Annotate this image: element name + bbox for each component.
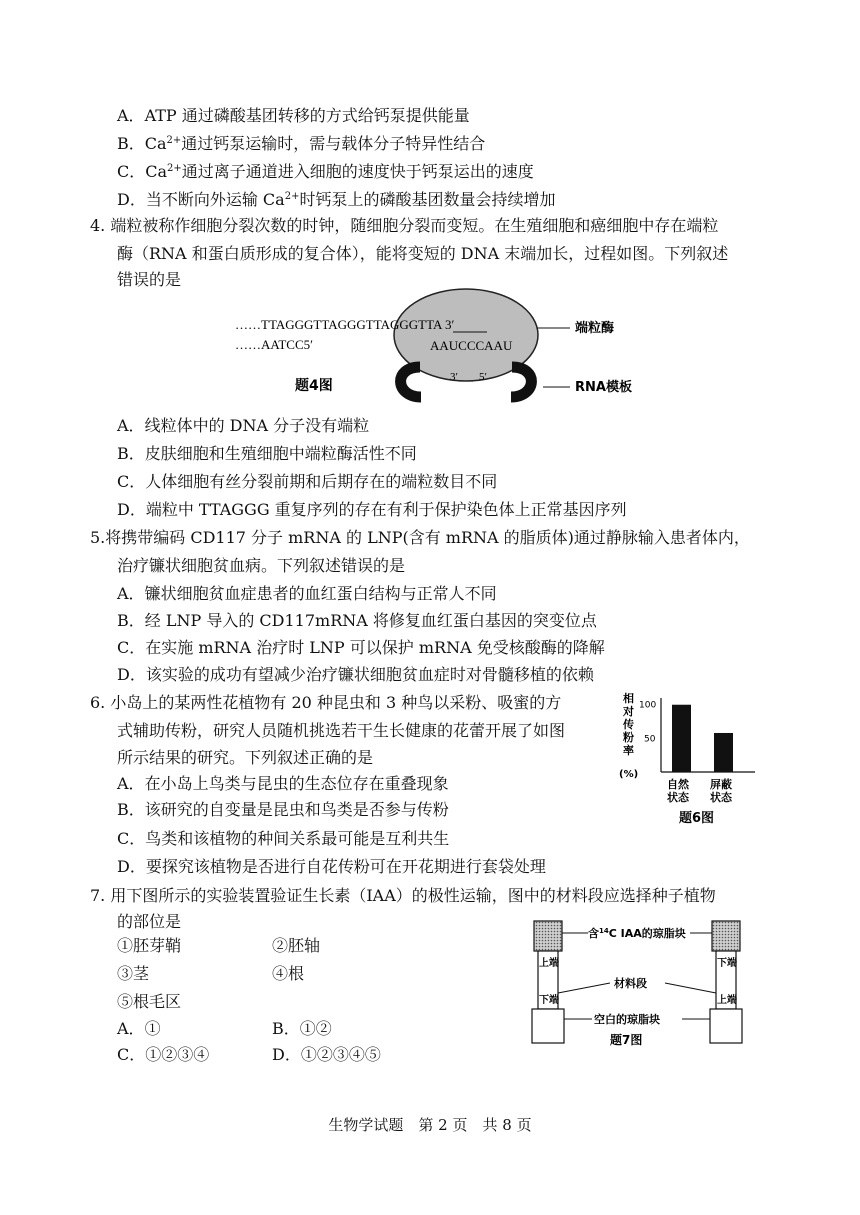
label-material-segment: 材料段 (614, 977, 647, 990)
q6-stem-line-2: 式辅助传粉，研究人员随机挑选若干生长健康的花蕾开展了如图 (117, 721, 566, 740)
q7-part-4: ④根 (272, 964, 305, 983)
q6-option-b: B．该研究的自变量是昆虫和鸟类是否参与传粉 (117, 800, 449, 819)
q4-option-b: B．皮肤细胞和生殖细胞中端粒酶活性不同 (117, 444, 417, 463)
q4-stem-line-2: 酶（RNA 和蛋白质形成的复合体），能将变短的 DNA 末端加长，过程如图。下列叙述 (117, 244, 729, 263)
category-shielded-line2: 状态 (710, 791, 732, 804)
ylabel-char-2: 对 (623, 705, 634, 718)
right-top-end: 下端 (717, 958, 737, 969)
dna-strand-bottom: ……AATCC5′ (235, 337, 313, 352)
ylabel-char-4: 粉 (623, 731, 634, 744)
q7-option-c: C．①②③④ (117, 1045, 210, 1064)
category-natural-line2: 状态 (667, 791, 689, 804)
label-telomerase: 端粒酶 (575, 321, 615, 336)
left-iaa-agar-block (534, 921, 562, 951)
left-top-end: 上端 (539, 958, 559, 969)
q5-option-b: B．经 LNP 导入的 CD117mRNA 将修复血红蛋白基因的突变位点 (117, 611, 597, 630)
ytick-50: 50 (644, 734, 656, 745)
q5-option-d: D．该实验的成功有望减少治疗镰状细胞贫血症时对骨髓移植的依赖 (117, 665, 594, 684)
q7-part-2: ②胚轴 (272, 936, 321, 955)
figure-6-chart (615, 692, 765, 832)
q4-option-d: D．端粒中 TTAGGG 重复序列的存在有利于保护染色体上正常基因序列 (117, 500, 627, 519)
category-shielded-line1: 屏蔽 (710, 778, 732, 791)
q5-stem-line-1: 5.将携带编码 CD117 分子 mRNA 的 LNP(含有 mRNA 的脂质体)通过静脉输入患者体内， (90, 528, 750, 547)
q7-part-3: ③茎 (117, 964, 150, 983)
end-3-label: 3′ (450, 371, 458, 383)
q6-option-d: D．要探究该植物是否进行自花传粉可在开花期进行套袋处理 (117, 857, 546, 876)
left-bottom-end: 下端 (539, 995, 559, 1006)
figure-4-caption: 题4图 (295, 378, 333, 394)
q3-option-d: D．当不断向外运输 $Ca^{2+}$时钙泵上的磷酸基团数量会持续增加 (117, 190, 556, 209)
label-rna-template: RNA模板 (575, 380, 632, 395)
q6-stem-line-1: 6. 小岛上的某两性花植物有 20 种昆虫和 3 种鸟以采粉、吸蜜的方 (90, 693, 562, 712)
q4-stem-line-3: 错误的是 (117, 270, 182, 289)
dna-strand-top: ……TTAGGGTTAGGGTTAGGGTTA 3′ (235, 317, 455, 332)
ylabel-char-1: 相 (623, 692, 634, 705)
figure-6-caption: 题6图 (679, 811, 715, 826)
telomerase-figure (225, 285, 645, 405)
right-bottom-end: 上端 (717, 995, 737, 1006)
q3-option-a: A．ATP 通过磷酸基团转移的方式给钙泵提供能量 (117, 106, 470, 125)
figure-7-apparatus (520, 915, 760, 1050)
ylabel-unit: (%) (619, 769, 639, 780)
right-iaa-agar-block (712, 921, 740, 951)
left-blank-agar-block (532, 1009, 564, 1043)
rna-sequence: AAUCCCAAU (430, 338, 513, 353)
q6-stem-line-3: 所示结果的研究。下列叙述正确的是 (117, 748, 374, 767)
figure-7-caption: 题7图 (610, 1033, 643, 1047)
ytick-100: 100 (639, 700, 657, 711)
right-blank-agar-block (710, 1009, 742, 1043)
q3-option-c: C．$Ca^{2+}$通过离子通道进入细胞的速度快于钙泵运出的速度 (117, 162, 534, 181)
q7-stem-line-1: 7. 用下图所示的实验装置验证生长素（IAA）的极性运输，图中的材料段应选择种子植物 (90, 886, 716, 905)
ylabel-char-3: 传 (623, 718, 634, 731)
q6-option-c: C．鸟类和该植物的种间关系最可能是互利共生 (117, 829, 450, 848)
q5-stem-line-2: 治疗镰状细胞贫血病。下列叙述错误的是 (117, 556, 406, 575)
q5-option-a: A．镰状细胞贫血症患者的血红蛋白结构与正常人不同 (117, 584, 497, 603)
q4-stem-line-1: 4. 端粒被称作细胞分裂次数的时钟，随细胞分裂而变短。在生殖细胞和癌细胞中存在端粒 (90, 216, 719, 235)
q5-option-c: C．在实施 mRNA 治疗时 LNP 可以保护 mRNA 免受核酸酶的降解 (117, 638, 605, 657)
rna-template-left-arc (401, 367, 421, 397)
label-iaa-agar: 含$^{14}$C IAA的琼脂块 (588, 927, 686, 940)
q4-option-a: A．线粒体中的 DNA 分子没有端粒 (117, 416, 370, 435)
label-blank-agar: 空白的琼脂块 (594, 1013, 660, 1026)
q7-option-a: A．① (117, 1019, 161, 1038)
q7-part-5: ⑤根毛区 (117, 992, 182, 1011)
q3-option-b: B．$Ca^{2+}$通过钙泵运输时，需与载体分子特异性结合 (117, 134, 486, 153)
end-5-label: 5′ (479, 371, 487, 383)
bar-natural (672, 705, 691, 772)
page-footer: 生物学试题 第 2 页 共 8 页 (328, 1116, 532, 1134)
rna-template-right-arc (511, 367, 531, 397)
q7-stem-line-2: 的部位是 (117, 912, 182, 931)
q7-part-1: ①胚芽鞘 (117, 936, 182, 955)
category-natural-line1: 自然 (667, 778, 689, 791)
bar-shielded (714, 733, 733, 772)
q6-option-a: A．在小岛上鸟类与昆虫的生态位存在重叠现象 (117, 774, 449, 793)
q7-option-b: B．①② (272, 1019, 332, 1038)
ylabel-char-5: 率 (623, 744, 634, 757)
q7-option-d: D．①②③④⑤ (272, 1045, 381, 1064)
q4-option-c: C．人体细胞有丝分裂前期和后期存在的端粒数目不同 (117, 472, 498, 491)
